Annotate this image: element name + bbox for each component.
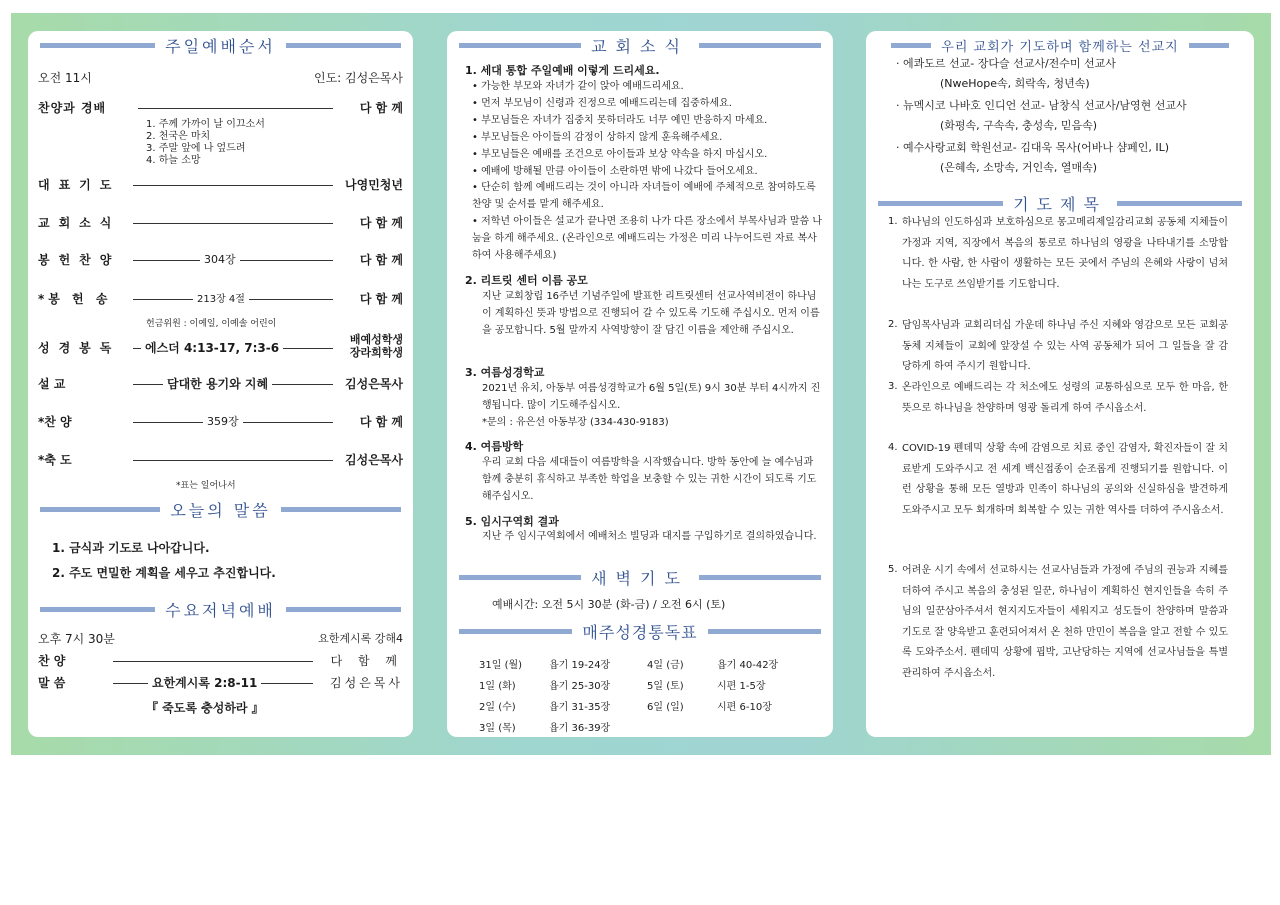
bible-day: 31일 (월) (479, 660, 523, 671)
news-1-item: • 예배에 방해될 만큼 아이들이 소란하면 밖에 나갔다 들어오세요. (472, 166, 758, 177)
prayer-number: 4. (888, 442, 898, 453)
news-1-item: • 부모님들은 아이들의 감정이 상하지 않게 훈육해주세요. (472, 132, 723, 143)
news-5-title: 5. 임시구역회 결과 (465, 515, 559, 528)
worship-order-header (28, 33, 413, 57)
dawn-prayer-header: 새벽기도 (447, 565, 833, 589)
mission-groups: (화평속, 구속속, 충성속, 믿음속) (940, 119, 1098, 132)
word-item-1: 1. 금식과 기도로 나아갑니다. (52, 541, 210, 555)
worship-order-title: 주일예배순서 (165, 36, 276, 56)
bible-reading: 욥기 19-24장 (549, 660, 611, 671)
prayer-number: 2. (888, 319, 898, 330)
motto: 『 죽도록 충성하라 』 (146, 701, 264, 715)
news-row: 교회소식 다 함 께 (38, 216, 403, 230)
news-3-title: 3. 여름성경학교 (465, 366, 545, 379)
offering-committee: 헌금위원 : 이예일, 이예솔 어린이 (146, 319, 277, 329)
praise-row: 찬양과 경배 다 함 께 (38, 101, 403, 115)
bible-day: 1일 (화) (479, 681, 516, 692)
prayer-row: 대표기도 나영민청년 (38, 178, 403, 192)
wednesday-time: 오후 7시 30분 (38, 632, 115, 646)
sermon-row: 설 교 담대한 용기와 지혜 김성은목사 (38, 377, 403, 391)
prayer-item: COVID-19 펜데믹 상황 속에 감염으로 치료 중인 감염자, 확진자들이 잘 치료받게 도와주시고 전 세계 백신접종이 순조롭게 진행되기를 원합니다. 이런 상황을 통해 모든 열방과 민족이 하나님의 공의와 신실하심을 발견하게 도와주시고 모두 회개하며 회복할 수 있는 귀한 역사를 더하여 주시옵소서. (902, 443, 1228, 516)
news-2-text: 지난 교회창립 16주년 기념주일에 발표한 리트릿센터 선교사역비전이 하나님이 계획하신 뜻과 방법으로 진행되어 갈 수 있도록 기도해 주십시오. 먼저 이름을 공모합니다. 5월 말까지 사역방향이 잘 담긴 이름을 제안해 주십시오. (482, 291, 820, 336)
news-1-item: • 단순히 함께 예배드리는 것이 아니라 자녀들이 예배에 주체적으로 참여하도록 찬양 및 순서를 맡게 해주세요. (472, 182, 816, 210)
wednesday-series: 요한계시록 강해4 (318, 632, 403, 645)
worship-order-panel (28, 31, 413, 737)
bible-reading: 욥기 36-39장 (549, 723, 611, 734)
bible-day: 6일 (일) (647, 702, 684, 713)
prayer-item: 어려운 시기 속에서 선교하시는 선교사님들과 가정에 주님의 권능과 지혜를 더하여 주시고 복음의 충성된 일꾼, 하나님이 계획하신 현지인들을 속히 주님의 일꾼삼아주셔서 현지지도자들이 세워지고 성도들이 찬양하며 말씀과 기도로 잘 양육받고 훈련되어져서 온 천하 만민이 복음을 알고 전할 수 있도록 도와주소서. 펜데믹 상황에 핍박, 고난당하는 지역에 선교사님들을 특별 관리하여 주시옵소서. (902, 565, 1228, 679)
bible-day: 3일 (목) (479, 723, 516, 734)
news-1-item: • 가능한 부모와 자녀가 같이 앉아 예배드리세요. (472, 81, 684, 92)
church-news-panel (447, 31, 833, 737)
wednesday-word-row: 말 씀 요한계시록 2:8-11 김성은목사 (38, 676, 403, 690)
mission-header: 우리 교회가 기도하며 함께하는 선교지 (866, 33, 1254, 57)
news-4-text: 우리 교회 다음 세대들이 여름방학을 시작했습니다. 방학 동안에 늘 예수님과 함께 충분히 휴식하고 부족한 학업을 보충할 수 있는 귀한 시간이 되도록 기도해주십시오. (482, 457, 817, 502)
wednesday-hymn-row: 찬 양 다 함 께 (38, 654, 403, 668)
bible-reading: 욥기 25-30장 (549, 681, 611, 692)
news-3-text: 2021년 유치, 아동부 여름성경학교가 6월 5일(토) 9시 30분 부터 4시까지 진행됩니다. 많이 기도해주십시오. (482, 383, 821, 411)
bible-reading: 시편 1-5장 (717, 681, 766, 692)
scripture-row: 성경봉독 에스더 4:13-17, 7:3-6 배예성학생 장라희학생 (38, 333, 403, 359)
prayer-number: 1. (888, 216, 898, 227)
mission-groups: (NweHope속, 희락속, 청년속) (940, 77, 1090, 90)
word-item-2: 2. 주도 면밀한 계획을 세우고 추진합니다. (52, 566, 276, 580)
news-5-text: 지난 주 임시구역회에서 예배처소 빌딩과 대지를 구입하기로 결의하였습니다. (482, 531, 817, 542)
prayer-item: 온라인으로 예배드리는 각 처소에도 성령의 교통하심으로 모두 한 마음, 한 뜻으로 하나님을 찬양하며 영광 돌리게 하여 주시옵소서. (902, 382, 1228, 414)
news-3-contact: *문의 : 유은선 아동부장 (334-430-9183) (482, 417, 669, 428)
mission-item: · 에콰도르 선교- 장다슬 선교사/전수미 선교사 (896, 57, 1116, 70)
service-time: 오전 11시 (38, 71, 92, 85)
church-news-header: 교회소식 (447, 33, 833, 57)
bible-day: 2일 (수) (479, 702, 516, 713)
news-4-title: 4. 여름방학 (465, 440, 524, 453)
praise-song-list: 1. 주께 가까이 날 이끄소서 2. 천국은 마치 3. 주말 앞에 나 엎드려 4. 하늘 소망 (146, 119, 265, 166)
prayer-number: 3. (888, 381, 898, 392)
news-1-item: • 부모님들은 자녀가 집중치 못하더라도 너무 예민 반응하지 마세요. (472, 115, 768, 126)
stand-note: *표는 일어나서 (176, 481, 236, 491)
bible-reading: 욥기 40-42장 (717, 660, 779, 671)
bible-day: 4일 (금) (647, 660, 684, 671)
bible-reading-header: 매주성경통독표 (447, 619, 833, 643)
mission-groups: (은혜속, 소망속, 거인속, 열매속) (940, 161, 1098, 174)
mission-prayer-panel (866, 31, 1254, 737)
news-2-title: 2. 리트릿 센터 이름 공모 (465, 274, 588, 287)
prayer-number: 5. (888, 564, 898, 575)
mission-item: · 뉴멕시코 나바호 인디언 선교- 남창식 선교사/남영현 선교사 (896, 99, 1187, 112)
offering-hymn-row: 봉헌찬양 304장 다 함 께 (38, 253, 403, 267)
mission-item: · 예수사랑교회 학원선교- 김대욱 목사(어바나 샴페인, IL) (896, 141, 1170, 154)
benediction-row: *축 도 김성은목사 (38, 453, 403, 467)
news-1-title: 1. 세대 통합 주일예배 이렇게 드리세요. (465, 64, 660, 77)
news-1-item: • 저학년 아이들은 설교가 끝나면 조용히 나가 다른 장소에서 부목사님과 말씀 나눔을 하게 해주세요. (온라인으로 예배드리는 가정은 미리 나누어드린 자료 복사하여 사용해주세요) (472, 216, 822, 261)
bible-reading: 시편 6-10장 (717, 702, 772, 713)
bible-day: 5일 (토) (647, 681, 684, 692)
prayer-item: 담임목사님과 교회리더십 가운데 하나님 주신 지혜와 영감으로 모든 교회공동체 지체들이 교회에 앞장설 수 있는 사역 공동체가 되어 그 일들을 잘 감당하게 하여 주시기 원합니다. (902, 320, 1228, 372)
offering-song-row: *봉 헌 송 213장 4절 다 함 께 (38, 292, 403, 306)
prayer-topics-header: 기도제목 (866, 191, 1254, 215)
hymn-row: *찬 양 359장 다 함 께 (38, 415, 403, 429)
wednesday-service-header: 수요저녁예배 (28, 597, 413, 621)
service-leader: 인도: 김성은목사 (313, 71, 403, 85)
bible-reading: 욥기 31-35장 (549, 702, 611, 713)
todays-word-header: 오늘의 말씀 (28, 497, 413, 521)
news-1-item: • 부모님들은 예배를 조건으로 아이들과 보상 약속을 하지 마십시오. (472, 149, 768, 160)
news-1-item: • 먼저 부모님이 신령과 진정으로 예배드리는데 집중하세요. (472, 98, 732, 109)
prayer-item: 하나님의 인도하심과 보호하심으로 몽고메리제일감리교회 공동체 지체들이 가정과 지역, 직장에서 복음의 통로로 하나님의 영광을 나타내기를 소망합니다. 한 사람, 한 사람이 생활하는 모든 곳에서 주님의 은혜와 사랑이 넘쳐나는 도구로 쓰임받기를 기도합니다. (902, 217, 1228, 290)
dawn-prayer-time: 예배시간: 오전 5시 30분 (화-금) / 오전 6시 (토) (492, 598, 726, 611)
